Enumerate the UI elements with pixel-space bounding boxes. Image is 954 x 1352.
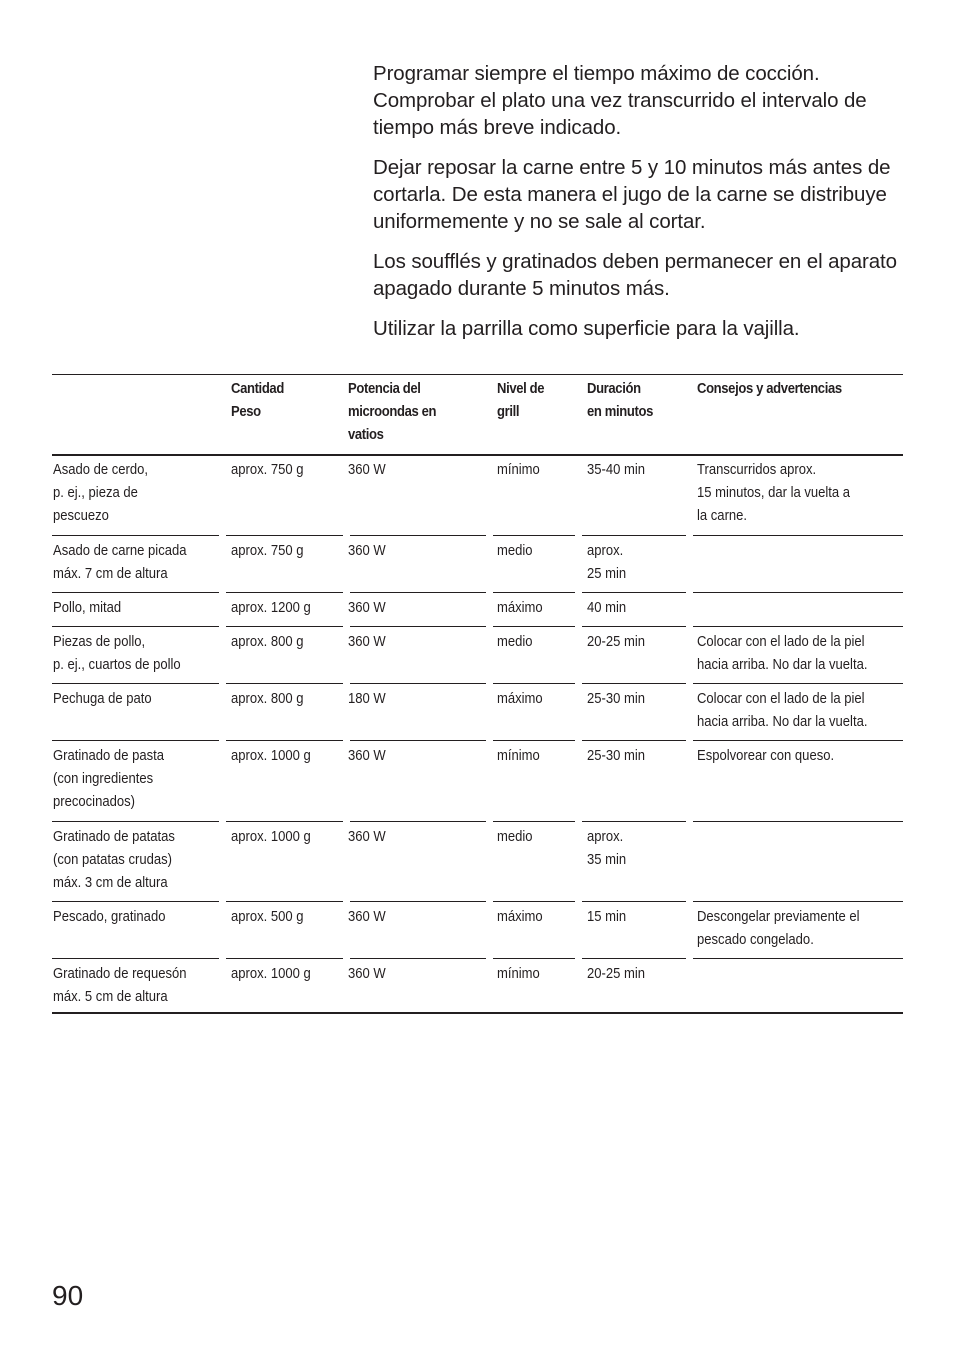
table-bottom-rule xyxy=(52,1012,903,1014)
table-row-rule xyxy=(582,683,686,684)
table-row-rule xyxy=(493,958,575,959)
table-cell: 360 W xyxy=(348,634,386,650)
table-cell: 40 min xyxy=(587,600,627,616)
table-cell: máximo xyxy=(497,909,543,925)
table-row-rule xyxy=(52,592,219,593)
table-row-rule xyxy=(493,683,575,684)
table-row-rule xyxy=(350,592,486,593)
table-row-rule xyxy=(52,821,219,822)
table-row-rule xyxy=(226,901,343,902)
table-cell: 360 W xyxy=(348,543,386,559)
table-row-rule xyxy=(693,626,904,627)
table-row-rule xyxy=(582,958,686,959)
table-row-rule xyxy=(350,901,486,902)
table-row-rule xyxy=(52,740,219,741)
table-cell: 20-25 min xyxy=(587,634,646,650)
table-cell: aprox. 1200 g xyxy=(231,600,311,616)
table-cell: aprox. 500 g xyxy=(231,909,304,925)
table-row-rule xyxy=(226,821,343,822)
table-row-rule xyxy=(693,592,904,593)
table-cell: mínimo xyxy=(497,748,540,764)
table-cell: 25-30 min xyxy=(587,691,646,707)
table-cell: aprox. 35 min xyxy=(587,829,627,868)
table-row-rule xyxy=(493,592,575,593)
table-cell: aprox. 750 g xyxy=(231,543,304,559)
table-cell: aprox. 800 g xyxy=(231,634,304,650)
table-row-rule xyxy=(493,901,575,902)
table-cell: mínimo xyxy=(497,462,540,478)
table-row-rule xyxy=(226,740,343,741)
table-cell: aprox. 25 min xyxy=(587,543,627,582)
table-header-cell: Cantidad Peso xyxy=(231,381,284,420)
table-cell: Colocar con el lado de la piel hacia arriba. No dar la vuelta. xyxy=(697,691,868,730)
table-row-rule xyxy=(52,535,219,536)
table-cell: 360 W xyxy=(348,909,386,925)
table-cell: Espolvorear con queso. xyxy=(697,748,835,764)
table-row-rule xyxy=(226,958,343,959)
table-header-cell: Potencia del microondas en vatios xyxy=(348,381,437,443)
table-row-rule xyxy=(582,592,686,593)
table-cell: 360 W xyxy=(348,748,386,764)
table-cell: 360 W xyxy=(348,600,386,616)
table-row-rule xyxy=(582,740,686,741)
table-cell: Pescado, gratinado xyxy=(53,909,166,925)
table-header-cell: Nivel de grill xyxy=(497,381,545,420)
table-row-rule xyxy=(693,740,904,741)
table-row-rule xyxy=(226,592,343,593)
table-cell: Pechuga de pato xyxy=(53,691,152,707)
table-row-rule xyxy=(350,683,486,684)
table-cell: Asado de cerdo, p. ej., pieza de pescuezo xyxy=(53,462,149,524)
table-row-rule xyxy=(226,535,343,536)
table-cell: Piezas de pollo, p. ej., cuartos de pollo xyxy=(53,634,181,673)
table-cell: máximo xyxy=(497,600,543,616)
table-cell: medio xyxy=(497,543,533,559)
table-row-rule xyxy=(493,821,575,822)
table-cell: aprox. 800 g xyxy=(231,691,304,707)
table-cell: aprox. 1000 g xyxy=(231,829,311,845)
table-row-rule xyxy=(693,901,904,902)
page-number: 90 xyxy=(52,1280,84,1311)
table-cell: Gratinado de patatas (con patatas crudas) máx. 3 cm de altura xyxy=(53,829,175,891)
table-row-rule xyxy=(693,683,904,684)
table-cell: máximo xyxy=(497,691,543,707)
table-cell: Asado de carne picada máx. 7 cm de altura xyxy=(53,543,187,582)
table-row-rule xyxy=(693,958,904,959)
table-cell: 35-40 min xyxy=(587,462,646,478)
table-cell: Pollo, mitad xyxy=(53,600,122,616)
table-cell: 25-30 min xyxy=(587,748,646,764)
table-top-rule xyxy=(52,374,903,375)
table-cell: mínimo xyxy=(497,966,540,982)
table-row-rule xyxy=(493,740,575,741)
table-row-rule xyxy=(52,901,219,902)
table-cell: Colocar con el lado de la piel hacia arriba. No dar la vuelta. xyxy=(697,634,868,673)
intro-paragraph: Utilizar la parrilla como superficie para la vajilla. xyxy=(373,317,800,340)
table-cell: medio xyxy=(497,634,533,650)
table-row-rule xyxy=(226,683,343,684)
table-row-rule xyxy=(693,821,904,822)
table-row-rule xyxy=(693,535,904,536)
table-cell: 360 W xyxy=(348,462,386,478)
table-row-rule xyxy=(350,958,486,959)
table-row-rule xyxy=(350,740,486,741)
table-cell: medio xyxy=(497,829,533,845)
table-row-rule xyxy=(52,626,219,627)
table-cell: Descongelar previamente el pescado congelado. xyxy=(697,909,860,948)
table-row-rule xyxy=(226,626,343,627)
table-row-rule xyxy=(52,958,219,959)
table-row-rule xyxy=(350,626,486,627)
table-cell: aprox. 1000 g xyxy=(231,966,311,982)
table-cell: Transcurridos aprox. 15 minutos, dar la vuelta a la carne. xyxy=(697,462,851,524)
table-cell: 15 min xyxy=(587,909,627,925)
table-header-cell: Duración en minutos xyxy=(587,381,654,420)
table-row-rule xyxy=(52,683,219,684)
table-cell: 360 W xyxy=(348,966,386,982)
table-row-rule xyxy=(582,535,686,536)
table-cell: aprox. 1000 g xyxy=(231,748,311,764)
table-cell: 180 W xyxy=(348,691,386,707)
table-cell: 360 W xyxy=(348,829,386,845)
intro-paragraph: Dejar reposar la carne entre 5 y 10 minutos más antes de cortarla. De esta manera el jugo de la carne se distribuye uniformemente y no se sale al cortar. xyxy=(373,156,891,233)
table-row-rule xyxy=(350,535,486,536)
table-cell: 20-25 min xyxy=(587,966,646,982)
table-row-rule xyxy=(582,901,686,902)
table-cell: Gratinado de pasta (con ingredientes precocinados) xyxy=(53,748,165,810)
table-row-rule xyxy=(493,626,575,627)
table-header-rule xyxy=(52,454,903,456)
table-row-rule xyxy=(350,821,486,822)
intro-paragraph: Los soufflés y gratinados deben permanecer en el aparato apagado durante 5 minutos más. xyxy=(373,250,897,300)
intro-paragraph: Programar siempre el tiempo máximo de cocción. Comprobar el plato una vez transcurrido el intervalo de tiempo más breve indicado. xyxy=(373,62,867,139)
table-cell: aprox. 750 g xyxy=(231,462,304,478)
table-header-cell: Consejos y advertencias xyxy=(697,381,842,397)
table-cell: Gratinado de requesón máx. 5 cm de altura xyxy=(53,966,187,1005)
table-row-rule xyxy=(493,535,575,536)
table-row-rule xyxy=(582,821,686,822)
table-row-rule xyxy=(582,626,686,627)
intro-text xyxy=(373,60,918,342)
